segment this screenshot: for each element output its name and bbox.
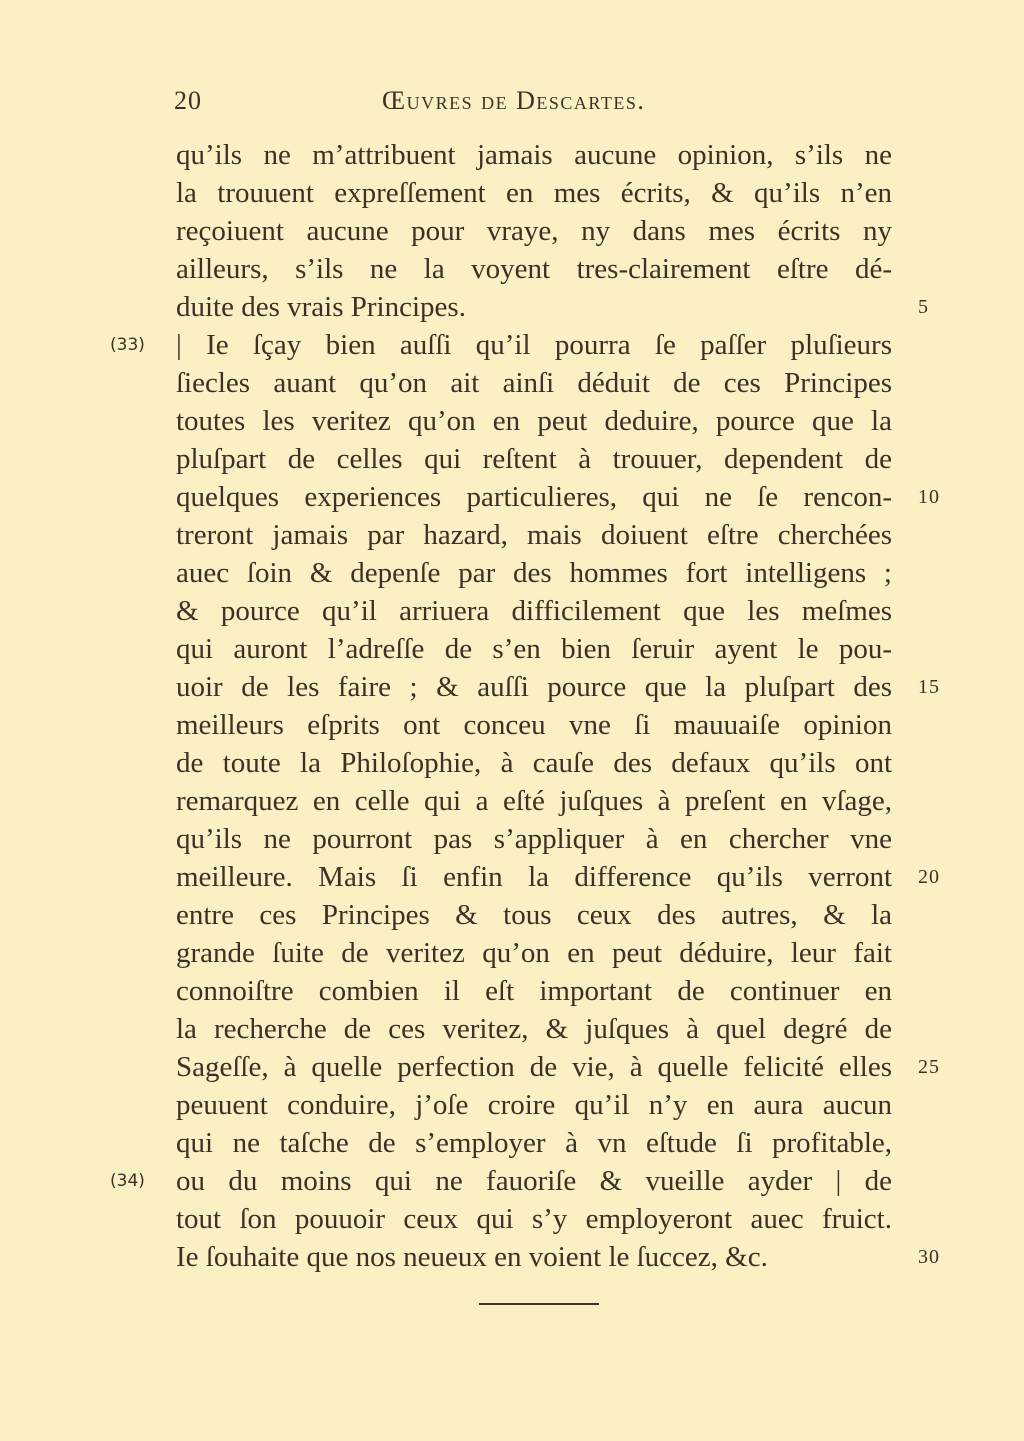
text-line [176, 440, 892, 478]
text-line [176, 136, 892, 174]
text-line [176, 592, 892, 630]
text-line [176, 1238, 940, 1276]
line-text: quelques experiences particulieres, qui ne ſe rencon- [176, 481, 892, 513]
text-line [176, 934, 892, 972]
edition-page-ref: (34) [110, 1171, 145, 1191]
text-line [176, 820, 892, 858]
line-number: 20 [918, 866, 940, 888]
text-line [176, 782, 892, 820]
edition-page-ref: (33) [110, 335, 145, 355]
line-text: pluſpart de celles qui reſtent à trouuer, dependent de [176, 443, 892, 475]
text-line [176, 250, 892, 288]
line-number: 30 [918, 1246, 940, 1268]
line-text: peuuent conduire, j’oſe croire qu’il n’y en aura aucun [176, 1089, 892, 1121]
text-line [176, 478, 940, 516]
line-number: 15 [918, 676, 940, 698]
text-line [176, 896, 892, 934]
line-text: duite des vrais Principes. [176, 291, 466, 323]
line-text: ou du moins qui ne fauoriſe & vueille ayder | de [176, 1165, 892, 1197]
line-text: la recherche de ces veritez, & juſques à quel degré de [176, 1013, 892, 1045]
text-body [110, 136, 940, 1276]
line-text: auec ſoin & depenſe par des hommes fort intelligens ; [176, 557, 892, 589]
text-line [176, 706, 892, 744]
line-text: ailleurs, s’ils ne la voyent tres-clairement eſtre dé- [176, 253, 892, 285]
text-line [176, 744, 892, 782]
running-title: Œuvres de Descartes. [382, 86, 646, 115]
line-text: de toute la Philoſophie, à cauſe des defaux qu’ils ont [176, 747, 892, 779]
line-text: Ie ſouhaite que nos neueux en voient le ſuccez, &c. [176, 1241, 768, 1273]
line-number: 25 [918, 1056, 940, 1078]
text-line [110, 326, 892, 364]
running-header [172, 86, 892, 122]
line-text: Sageſſe, à quelle perfection de vie, à quelle felicité elles [176, 1051, 892, 1083]
line-text: | Ie ſçay bien auſſi qu’il pourra ſe paſſer pluſieurs [176, 329, 892, 361]
text-line [176, 858, 940, 896]
text-line [176, 630, 892, 668]
line-text: uoir de les faire ; & auſſi pource que la pluſpart des [176, 671, 892, 703]
text-line [176, 1010, 892, 1048]
text-line [176, 364, 892, 402]
line-text: tout ſon pouuoir ceux qui s’y employeront auec fruict. [176, 1203, 892, 1235]
text-line [176, 1048, 940, 1086]
line-text: meilleurs eſprits ont conceu vne ſi mauuaiſe opinion [176, 709, 892, 741]
line-text: toutes les veritez qu’on en peut deduire, pource que la [176, 405, 892, 437]
line-text: meilleure. Mais ſi enfin la difference qu’ils verront [176, 861, 892, 893]
line-text: remarquez en celle qui a eſté juſques à preſent en vſage, [176, 785, 892, 817]
line-text: qui auront l’adreſſe de s’en bien ſeruir ayent le pou- [176, 633, 892, 665]
text-line [176, 668, 940, 706]
text-line [176, 1124, 892, 1162]
text-line [176, 516, 892, 554]
text-line [176, 174, 892, 212]
line-text: qu’ils ne pourront pas s’appliquer à en chercher vne [176, 823, 892, 855]
text-line [176, 1200, 892, 1238]
line-number: 10 [918, 486, 940, 508]
line-text: la trouuent expreſſement en mes écrits, & qu’ils n’en [176, 177, 892, 209]
line-text: & pource qu’il arriuera difficilement que les meſmes [176, 595, 892, 627]
text-line [176, 288, 929, 326]
end-rule [479, 1303, 599, 1305]
text-line [176, 1086, 892, 1124]
line-text: entre ces Principes & tous ceux des autres, & la [176, 899, 892, 931]
page-number: 20 [174, 86, 202, 115]
line-text: treront jamais par hazard, mais doiuent eſtre cherchées [176, 519, 892, 551]
line-text: reçoiuent aucune pour vraye, ny dans mes écrits ny [176, 215, 892, 247]
line-text: connoiſtre combien il eſt important de continuer en [176, 975, 892, 1007]
line-text: grande ſuite de veritez qu’on en peut déduire, leur fait [176, 937, 892, 969]
line-text: qu’ils ne m’attribuent jamais aucune opinion, s’ils ne [176, 139, 892, 171]
text-line [110, 1162, 892, 1200]
text-line [176, 212, 892, 250]
line-text: qui ne taſche de s’employer à vn eſtude ſi profitable, [176, 1127, 892, 1159]
text-line [176, 972, 892, 1010]
line-number: 5 [918, 296, 929, 318]
line-text: ſiecles auant qu’on ait ainſi déduit de ces Principes [176, 367, 892, 399]
text-line [176, 402, 892, 440]
text-line [176, 554, 892, 592]
